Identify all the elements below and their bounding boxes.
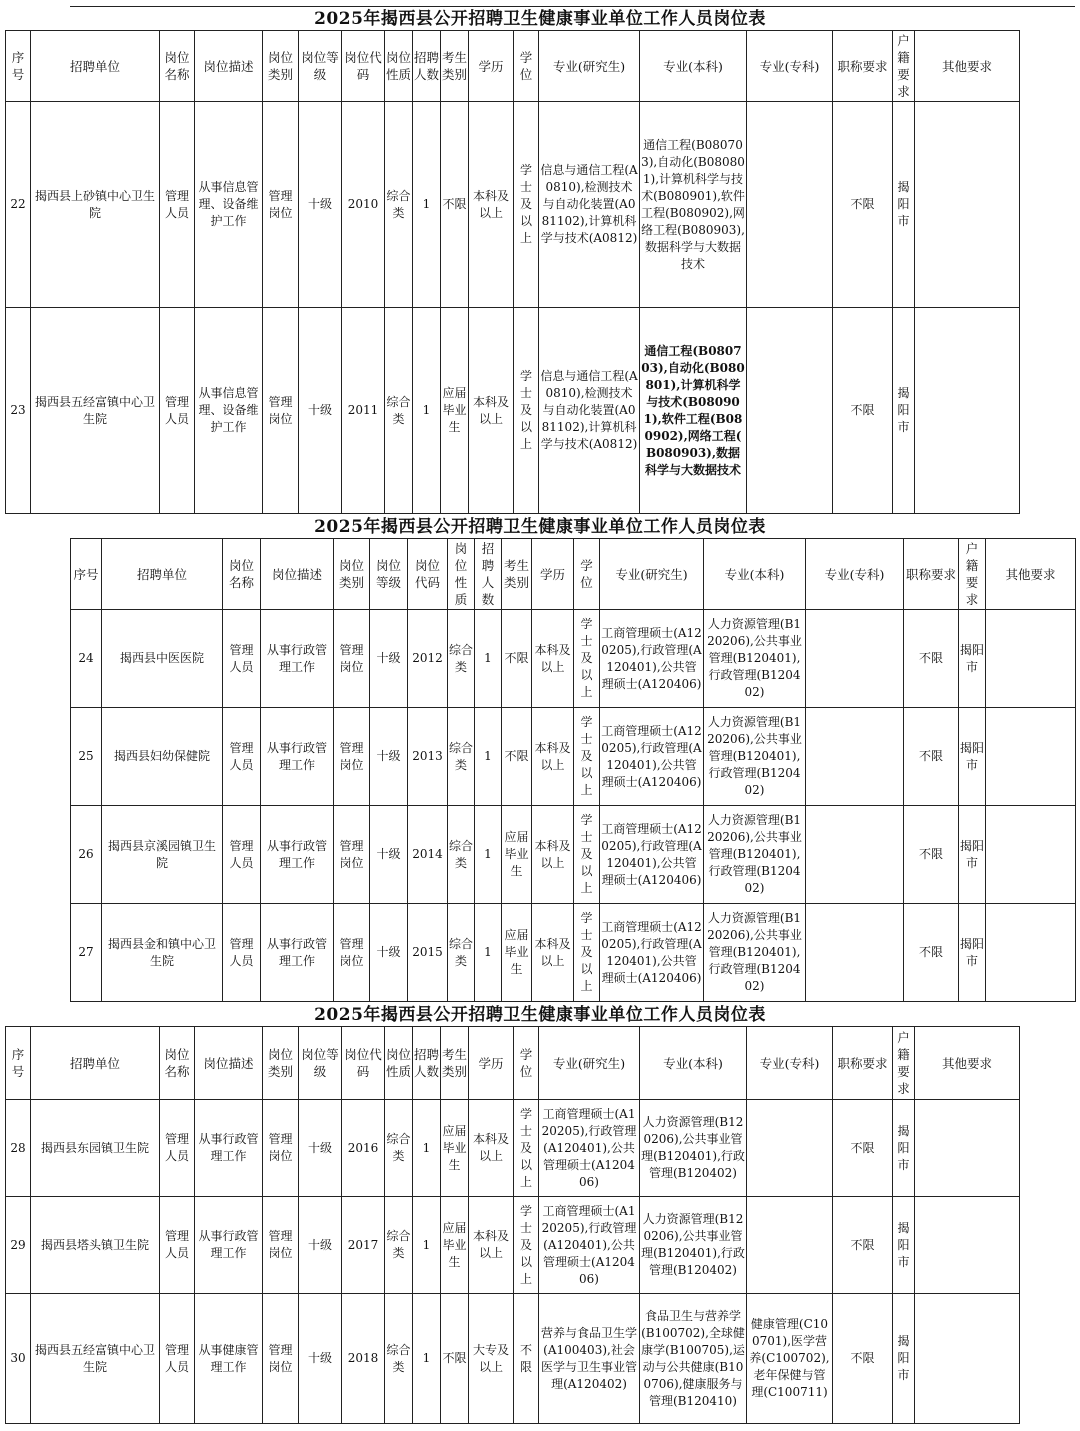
cell-description: 从事行政管理工作 [261, 708, 334, 806]
cell-candidate-type: 应届毕业生 [502, 806, 532, 904]
cell-degree: 学士及以上 [574, 708, 600, 806]
top-rule [70, 6, 1075, 7]
col-header: 招聘单位 [31, 31, 160, 102]
cell-unit: 揭西县妇幼保健院 [102, 708, 223, 806]
cell-nature: 综合类 [385, 308, 413, 514]
cell-category: 管理岗位 [334, 610, 370, 708]
cell-huji: 揭阳市 [893, 1294, 915, 1424]
cell-count: 1 [413, 308, 441, 514]
cell-category: 管理岗位 [263, 1294, 299, 1424]
col-header: 招聘单位 [31, 1027, 160, 1100]
table-row [6, 1197, 1020, 1294]
cell-other [986, 904, 1076, 1002]
cell-huji: 揭阳市 [959, 904, 986, 1002]
cell-major-graduate: 工商管理硕士(A120205),行政管理(A120401),公共管理硕士(A120406) [600, 610, 704, 708]
col-header: 专业(本科) [640, 1027, 747, 1100]
page-title: 2025年揭西县公开招聘卫生健康事业单位工作人员岗位表 [314, 9, 766, 29]
cell-no: 28 [6, 1100, 31, 1197]
cell-candidate-type: 应届毕业生 [441, 1100, 469, 1197]
cell-title-req: 不限 [904, 708, 959, 806]
cell-level: 十级 [299, 1197, 342, 1294]
cell-description: 从事信息管理、设备维护工作 [195, 102, 263, 308]
cell-code: 2013 [408, 708, 448, 806]
cell-position: 管理人员 [223, 610, 261, 708]
cell-candidate-type: 不限 [441, 1294, 469, 1424]
cell-description: 从事信息管理、设备维护工作 [195, 308, 263, 514]
cell-major-bachelor: 通信工程(B080703),自动化(B080801),计算机科学与技术(B080901),软件工程(B080902),网络工程( B080903),数据科学与大数据技术 [640, 308, 747, 514]
cell-description: 从事行政管理工作 [261, 806, 334, 904]
cell-unit: 揭西县上砂镇中心卫生院 [31, 102, 160, 308]
cell-description: 从事健康管理工作 [195, 1294, 263, 1424]
col-header: 招聘人数 [413, 31, 441, 102]
cell-major-associate [747, 1197, 833, 1294]
cell-major-bachelor: 人力资源管理(B120206),公共事业管理(B120401),行政管理(B120402) [704, 610, 806, 708]
col-header: 其他要求 [986, 539, 1076, 610]
header-row [6, 1027, 1020, 1100]
cell-code: 2017 [342, 1197, 385, 1294]
cell-unit: 揭西县中医医院 [102, 610, 223, 708]
cell-major-associate [806, 708, 904, 806]
cell-code: 2016 [342, 1100, 385, 1197]
cell-candidate-type: 应届毕业生 [441, 1197, 469, 1294]
cell-count: 1 [413, 1197, 441, 1294]
col-header: 岗位代码 [342, 31, 385, 102]
header-row [6, 31, 1020, 102]
page-title: 2025年揭西县公开招聘卫生健康事业单位工作人员岗位表 [314, 517, 766, 537]
cell-category: 管理岗位 [334, 708, 370, 806]
cell-level: 十级 [299, 1294, 342, 1424]
col-header: 岗位描述 [195, 31, 263, 102]
cell-other [986, 610, 1076, 708]
col-header: 序号 [71, 539, 102, 610]
cell-education: 本科及以上 [469, 1197, 514, 1294]
cell-category: 管理岗位 [263, 308, 299, 514]
cell-description: 从事行政管理工作 [261, 904, 334, 1002]
cell-no: 23 [6, 308, 31, 514]
col-header: 岗位类别 [263, 31, 299, 102]
table-row [71, 806, 1076, 904]
table-row [6, 1100, 1020, 1197]
col-header: 岗位描述 [261, 539, 334, 610]
cell-level: 十级 [370, 708, 408, 806]
cell-unit: 揭西县东园镇卫生院 [31, 1100, 160, 1197]
cell-degree: 学士及以上 [514, 1197, 539, 1294]
cell-major-associate [806, 610, 904, 708]
cell-level: 十级 [370, 610, 408, 708]
cell-count: 1 [413, 1100, 441, 1197]
cell-no: 30 [6, 1294, 31, 1424]
cell-level: 十级 [370, 904, 408, 1002]
cell-nature: 综合类 [448, 904, 475, 1002]
cell-no: 26 [71, 806, 102, 904]
cell-category: 管理岗位 [263, 1100, 299, 1197]
cell-title-req: 不限 [904, 610, 959, 708]
cell-nature: 综合类 [385, 1294, 413, 1424]
col-header: 职称要求 [833, 1027, 893, 1100]
cell-major-bachelor: 人力资源管理(B120206),公共事业管理(B120401),行政管理(B120402) [704, 904, 806, 1002]
cell-huji: 揭阳市 [959, 708, 986, 806]
col-header: 学位 [514, 1027, 539, 1100]
cell-no: 27 [71, 904, 102, 1002]
cell-level: 十级 [299, 308, 342, 514]
col-header: 考生类别 [441, 31, 469, 102]
cell-huji: 揭阳市 [959, 610, 986, 708]
cell-major-bachelor: 食品卫生与营养学(B100702),全球健康学(B100705),运动与公共健康(B100706),健康服务与管理(B120410) [640, 1294, 747, 1424]
cell-category: 管理岗位 [263, 1197, 299, 1294]
col-header: 户籍要求 [959, 539, 986, 610]
col-header: 岗位名称 [160, 31, 195, 102]
cell-description: 从事行政管理工作 [195, 1197, 263, 1294]
cell-other [986, 708, 1076, 806]
cell-major-graduate: 工商管理硕士(A120205),行政管理(A120401),公共管理硕士(A120406) [600, 904, 704, 1002]
col-header: 岗位类别 [334, 539, 370, 610]
col-header: 考生类别 [441, 1027, 469, 1100]
cell-degree: 学士及以上 [574, 904, 600, 1002]
cell-code: 2014 [408, 806, 448, 904]
col-header: 序号 [6, 1027, 31, 1100]
cell-category: 管理岗位 [334, 904, 370, 1002]
cell-major-graduate: 工商管理硕士(A120205),行政管理(A120401),公共管理硕士(A120406) [539, 1197, 640, 1294]
col-header: 岗位等级 [299, 31, 342, 102]
col-header: 招聘人数 [413, 1027, 441, 1100]
col-header: 岗位名称 [160, 1027, 195, 1100]
cell-nature: 综合类 [385, 1197, 413, 1294]
page-title: 2025年揭西县公开招聘卫生健康事业单位工作人员岗位表 [314, 1005, 766, 1025]
header-row [71, 539, 1076, 610]
col-header: 户籍要求 [893, 31, 915, 102]
col-header: 岗位性质 [448, 539, 475, 610]
job-table [70, 538, 1076, 1002]
cell-position: 管理人员 [160, 1294, 195, 1424]
cell-major-bachelor: 人力资源管理(B120206),公共事业管理(B120401),行政管理(B120402) [704, 708, 806, 806]
col-header: 专业(专科) [747, 31, 833, 102]
cell-position: 管理人员 [223, 806, 261, 904]
cell-education: 本科及以上 [532, 610, 574, 708]
col-header: 招聘单位 [102, 539, 223, 610]
cell-huji: 揭阳市 [893, 102, 915, 308]
cell-education: 本科及以上 [532, 708, 574, 806]
cell-level: 十级 [299, 1100, 342, 1197]
cell-count: 1 [475, 904, 502, 1002]
col-header: 岗位描述 [195, 1027, 263, 1100]
cell-description: 从事行政管理工作 [261, 610, 334, 708]
cell-position: 管理人员 [160, 308, 195, 514]
cell-huji: 揭阳市 [893, 1197, 915, 1294]
cell-education: 本科及以上 [469, 308, 514, 514]
cell-major-bachelor: 人力资源管理(B120206),公共事业管理(B120401),行政管理(B120402) [704, 806, 806, 904]
cell-other [915, 1294, 1020, 1424]
cell-major-bachelor: 人力资源管理(B120206),公共事业管理(B120401),行政管理(B120402) [640, 1100, 747, 1197]
cell-degree: 学士及以上 [574, 806, 600, 904]
cell-title-req: 不限 [833, 1294, 893, 1424]
cell-no: 24 [71, 610, 102, 708]
col-header: 职称要求 [833, 31, 893, 102]
cell-major-bachelor: 人力资源管理(B120206),公共事业管理(B120401),行政管理(B120402) [640, 1197, 747, 1294]
cell-level: 十级 [299, 102, 342, 308]
col-header: 户籍要求 [893, 1027, 915, 1100]
col-header: 岗位代码 [408, 539, 448, 610]
col-header: 专业(专科) [806, 539, 904, 610]
cell-candidate-type: 不限 [441, 102, 469, 308]
cell-position: 管理人员 [160, 1100, 195, 1197]
cell-count: 1 [413, 102, 441, 308]
col-header: 学历 [532, 539, 574, 610]
col-header: 专业(本科) [704, 539, 806, 610]
cell-no: 25 [71, 708, 102, 806]
cell-title-req: 不限 [833, 1197, 893, 1294]
cell-other [915, 308, 1020, 514]
col-header: 学历 [469, 31, 514, 102]
cell-degree: 学士及以上 [574, 610, 600, 708]
col-header: 岗位类别 [263, 1027, 299, 1100]
cell-category: 管理岗位 [334, 806, 370, 904]
cell-nature: 综合类 [448, 708, 475, 806]
col-header: 岗位等级 [299, 1027, 342, 1100]
cell-education: 大专及以上 [469, 1294, 514, 1424]
job-table [5, 30, 1020, 514]
col-header: 序号 [6, 31, 31, 102]
cell-category: 管理岗位 [263, 102, 299, 308]
cell-position: 管理人员 [160, 102, 195, 308]
cell-major-bachelor: 通信工程(B080703),自动化(B080801),计算机科学与技术(B080901),软件工程(B080902),网络工程(B080903),数据科学与大数据技术 [640, 102, 747, 308]
cell-candidate-type: 应届毕业生 [502, 904, 532, 1002]
col-header: 专业(本科) [640, 31, 747, 102]
cell-major-associate [806, 806, 904, 904]
cell-code: 2011 [342, 308, 385, 514]
cell-position: 管理人员 [223, 904, 261, 1002]
cell-other [986, 806, 1076, 904]
cell-major-graduate: 工商管理硕士(A120205),行政管理(A120401),公共管理硕士(A120406) [539, 1100, 640, 1197]
cell-title-req: 不限 [833, 1100, 893, 1197]
col-header: 专业(研究生) [600, 539, 704, 610]
col-header: 岗位性质 [385, 31, 413, 102]
cell-unit: 揭西县五经富镇中心卫生院 [31, 1294, 160, 1424]
cell-count: 1 [475, 610, 502, 708]
cell-major-graduate: 工商管理硕士(A120205),行政管理(A120401),公共管理硕士(A120406) [600, 806, 704, 904]
cell-nature: 综合类 [385, 1100, 413, 1197]
cell-nature: 综合类 [448, 610, 475, 708]
cell-degree: 学士及以上 [514, 308, 539, 514]
cell-education: 本科及以上 [532, 806, 574, 904]
cell-title-req: 不限 [904, 806, 959, 904]
cell-count: 1 [413, 1294, 441, 1424]
cell-major-graduate: 营养与食品卫生学(A100403),社会医学与卫生事业管理(A120402) [539, 1294, 640, 1424]
cell-major-associate [747, 308, 833, 514]
table-row [6, 1294, 1020, 1424]
col-header: 学位 [574, 539, 600, 610]
table-row [71, 904, 1076, 1002]
cell-level: 十级 [370, 806, 408, 904]
cell-major-associate [747, 102, 833, 308]
cell-count: 1 [475, 806, 502, 904]
cell-candidate-type: 不限 [502, 708, 532, 806]
cell-candidate-type: 不限 [502, 610, 532, 708]
cell-huji: 揭阳市 [893, 1100, 915, 1197]
cell-major-graduate: 信息与通信工程(A0810),检测技术与自动化装置(A081102),计算机科学与技术(A0812) [539, 308, 640, 514]
col-header: 岗位名称 [223, 539, 261, 610]
cell-code: 2018 [342, 1294, 385, 1424]
cell-position: 管理人员 [160, 1197, 195, 1294]
col-header: 考生类别 [502, 539, 532, 610]
cell-other [915, 1197, 1020, 1294]
cell-code: 2015 [408, 904, 448, 1002]
col-header: 其他要求 [915, 31, 1020, 102]
cell-code: 2012 [408, 610, 448, 708]
cell-education: 本科及以上 [532, 904, 574, 1002]
cell-no: 29 [6, 1197, 31, 1294]
col-header: 岗位代码 [342, 1027, 385, 1100]
table-row [71, 708, 1076, 806]
cell-major-graduate: 信息与通信工程(A0810),检测技术与自动化装置(A081102),计算机科学与技术(A0812) [539, 102, 640, 308]
job-table [5, 1026, 1020, 1424]
col-header: 岗位等级 [370, 539, 408, 610]
cell-title-req: 不限 [833, 102, 893, 308]
cell-huji: 揭阳市 [959, 806, 986, 904]
cell-major-associate [806, 904, 904, 1002]
cell-count: 1 [475, 708, 502, 806]
col-header: 学位 [514, 31, 539, 102]
table-row [6, 102, 1020, 308]
cell-other [915, 1100, 1020, 1197]
cell-nature: 综合类 [385, 102, 413, 308]
cell-candidate-type: 应届毕业生 [441, 308, 469, 514]
cell-unit: 揭西县京溪园镇卫生院 [102, 806, 223, 904]
cell-degree: 学士及以上 [514, 102, 539, 308]
cell-major-associate [747, 1100, 833, 1197]
col-header: 专业(专科) [747, 1027, 833, 1100]
cell-degree: 不限 [514, 1294, 539, 1424]
cell-title-req: 不限 [904, 904, 959, 1002]
col-header: 专业(研究生) [539, 1027, 640, 1100]
cell-code: 2010 [342, 102, 385, 308]
cell-unit: 揭西县五经富镇中心卫生院 [31, 308, 160, 514]
cell-huji: 揭阳市 [893, 308, 915, 514]
cell-description: 从事行政管理工作 [195, 1100, 263, 1197]
col-header: 学历 [469, 1027, 514, 1100]
col-header: 岗位性质 [385, 1027, 413, 1100]
col-header: 招聘人数 [475, 539, 502, 610]
col-header: 其他要求 [915, 1027, 1020, 1100]
cell-title-req: 不限 [833, 308, 893, 514]
table-row [71, 610, 1076, 708]
cell-degree: 学士及以上 [514, 1100, 539, 1197]
table-row [6, 308, 1020, 514]
cell-nature: 综合类 [448, 806, 475, 904]
cell-unit: 揭西县塔头镇卫生院 [31, 1197, 160, 1294]
col-header: 职称要求 [904, 539, 959, 610]
cell-other [915, 102, 1020, 308]
cell-no: 22 [6, 102, 31, 308]
cell-unit: 揭西县金和镇中心卫生院 [102, 904, 223, 1002]
cell-education: 本科及以上 [469, 1100, 514, 1197]
col-header: 专业(研究生) [539, 31, 640, 102]
cell-position: 管理人员 [223, 708, 261, 806]
cell-major-graduate: 工商管理硕士(A120205),行政管理(A120401),公共管理硕士(A120406) [600, 708, 704, 806]
cell-education: 本科及以上 [469, 102, 514, 308]
cell-major-associate: 健康管理(C100701),医学营养(C100702),老年保健与管理(C100711) [747, 1294, 833, 1424]
